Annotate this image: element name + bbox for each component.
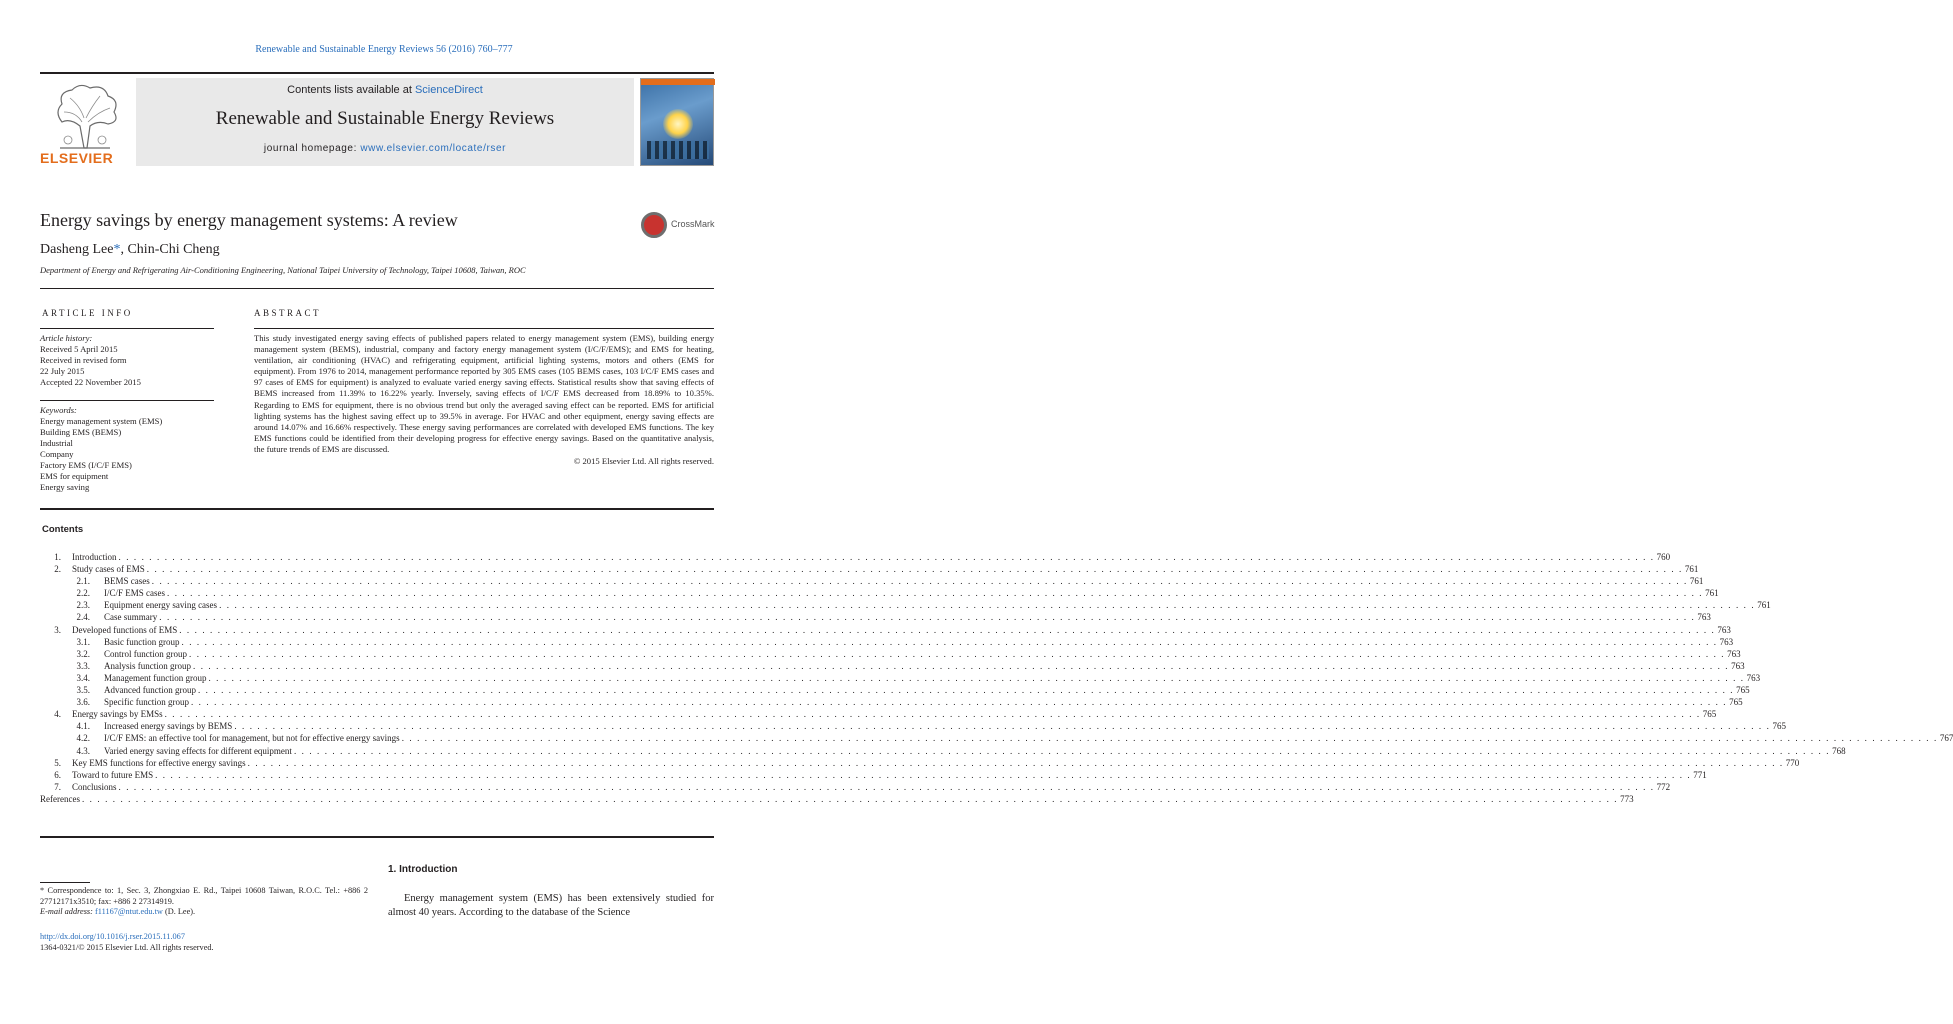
masthead-banner <box>136 78 634 166</box>
toc-entry[interactable] <box>40 552 1671 564</box>
journal-cover-image <box>640 78 714 166</box>
toc-page-number: 761 <box>1705 588 1719 599</box>
keyword: Company <box>40 449 74 459</box>
toc-entry[interactable] <box>40 576 1704 588</box>
toc-entry[interactable] <box>40 600 1771 612</box>
toc-page-number: 763 <box>1719 636 1734 647</box>
toc-label: Introduction <box>72 552 117 562</box>
toc-page-number: 763 <box>1697 612 1711 623</box>
toc-page-number: 772 <box>1656 781 1671 792</box>
toc-entry[interactable] <box>40 648 1741 661</box>
toc-number: 4.3. <box>76 745 90 756</box>
toc-label: Energy savings by EMSs <box>72 709 163 720</box>
toc-leader-dots: . . . . . . . . . . . . . . . . . . . . . . . . . . . . . . . . . . . . . . . . . . . . . . . . . . . . . . . . . . . . . . . . . . . . . . . . . . . . . . . . . . . . . . . . . . . . . . . . . . . . . . . . . . . . . . . . . . . . . . . . . . . . . . . . . . . . . . . . . . . . . . . . . . . . . . . . . . . . . . . . . . . . . . . . . . . . . . . . . . . . . . . . . . . . . . . . . . . . . . . . <box>181 636 1718 647</box>
toc-entry[interactable] <box>40 636 1734 649</box>
toc-leader-dots: . . . . . . . . . . . . . . . . . . . . . . . . . . . . . . . . . . . . . . . . . . . . . . . . . . . . . . . . . . . . . . . . . . . . . . . . . . . . . . . . . . . . . . . . . . . . . . . . . . . . . . . . . . . . . . . . . . . . . . . . . . . . . . . . . . . . . . . . . . . . . . . . . . . . . . . . . . . . . . . . . . . . . . . . . . . . . . . . . . . . . . . . . . . . . . . . . . . . . . . . <box>151 576 1688 587</box>
toc-label: Control function group <box>104 648 187 659</box>
email-suffix: (D. Lee). <box>162 907 196 917</box>
header-divider <box>40 288 714 289</box>
toc-leader-dots: . . . . . . . . . . . . . . . . . . . . . . . . . . . . . . . . . . . . . . . . . . . . . . . . . . . . . . . . . . . . . . . . . . . . . . . . . . . . . . . . . . . . . . . . . . . . . . . . . . . . . . . . . . . . . . . . . . . . . . . . . . . . . . . . . . . . . . . . . . . . . . . . . . . . . . . . . . . . . . . . . . . . . . . . . . . . . . . . . . . . . . . . . . . . . . . . . . . . . . . . <box>179 624 1716 635</box>
doi-link[interactable]: http://dx.doi.org/10.1016/j.rser.2015.11.067 <box>40 932 185 941</box>
crossmark-icon <box>641 212 667 238</box>
abstract-text: This study investigated energy saving effects of published papers related to energy management system (EMS), building energy management system (BEMS), industrial, company and factory energy management system (I/C/F/EMS); and EMS for heating, ventilation, air conditioning (HVAC) and refrigerating equipment, artificial lighting systems, motors and others (EMS for equipment). From 1976 to 2014, management performance reported by 305 EMS cases (105 BEMS cases, 103 I/C/F EMS cases and 97 cases of EMS for equipment) is analyzed to evaluate varied energy saving effects. Statistical results show that saving effects of BEMS increased from 11.39% to 16.22% yearly. Inversely, saving effects of I/C/F EMS decreased from 18.89% to 10.35%. Regarding to EMS for equipment, there is no obvious trend but only the averaged saving effect can be reported. EMS for artificial lighting systems has the highest saving effect up to 39.5% in average. For HVAC and other equipment, energy saving effects are around 14.07% and 16.66% respectively. These energy saving performances are correlated with developed EMS functions. The key EMS functions could be identified from their developing progress for effective energy savings. Based on the quantitative analysis, the future trends of EMS are discussed. <box>254 333 714 454</box>
keyword: Industrial <box>40 438 73 448</box>
toc-number: 3.5. <box>76 685 90 696</box>
toc-leader-dots: . . . . . . . . . . . . . . . . . . . . . . . . . . . . . . . . . . . . . . . . . . . . . . . . . . . . . . . . . . . . . . . . . . . . . . . . . . . . . . . . . . . . . . . . . . . . . . . . . . . . . . . . . . . . . . . . . . . . . . . . . . . . . . . . . . . . . . . . . . . . . . . . . . . . . . . . . . . . . . . . . . . . . . . . . . . . . . . . . . . . . . . . . . . . . . . . . . . . . . . . <box>293 745 1831 756</box>
homepage-prefix: journal homepage: <box>263 143 361 154</box>
author-1: Dasheng Lee <box>40 242 114 257</box>
keyword: Factory EMS (I/C/F EMS) <box>40 460 132 470</box>
toc-label: Study cases of EMS <box>72 564 145 575</box>
toc-number: 3.4. <box>76 672 90 683</box>
toc-number: 4.2. <box>76 733 90 744</box>
toc-page-number: 763 <box>1717 624 1731 635</box>
toc-label: Toward to future EMS <box>72 769 154 780</box>
email-label: E-mail address: <box>40 907 95 917</box>
toc-page-number: 761 <box>1689 576 1704 587</box>
toc-number: 1. <box>54 552 61 562</box>
toc-number: 3.1. <box>76 636 90 647</box>
keywords-label: Keywords: <box>40 405 77 415</box>
article-info-heading: ARTICLE INFO <box>42 308 133 318</box>
article-title: Energy savings by energy management systems: A review <box>40 210 458 230</box>
author-2: , Chin-Chi Cheng <box>120 242 220 257</box>
article-history <box>40 328 214 388</box>
toc-label: Varied energy saving effects for different equipment <box>104 745 292 756</box>
toc-number: 6. <box>54 769 61 780</box>
history-line: Accepted 22 November 2015 <box>40 377 141 387</box>
keyword: Energy saving <box>40 482 90 492</box>
toc-number: 4. <box>54 709 61 720</box>
author-list <box>40 242 220 258</box>
footnote-text: * Correspondence to: 1, Sec. 3, Zhongxiao E. Rd., Taipei 10608 Taiwan, R.O.C. Tel.: +886 2 27712171x3510; fax: +886 2 27314919. <box>40 886 368 906</box>
abstract-copyright: © 2015 Elsevier Ltd. All rights reserved. <box>573 456 714 467</box>
toc-leader-dots: . . . . . . . . . . . . . . . . . . . . . . . . . . . . . . . . . . . . . . . . . . . . . . . . . . . . . . . . . . . . . . . . . . . . . . . . . . . . . . . . . . . . . . . . . . . . . . . . . . . . . . . . . . . . . . . . . . . . . . . . . . . . . . . . . . . . . . . . . . . . . . . . . . . . . . . . . . . . . . . . . . . . . . . . . . . . . . . . . . . . . . . . . . . . . . . . . . . . . . . . <box>164 709 1701 720</box>
toc-page-number: 761 <box>1757 600 1771 611</box>
toc-entry[interactable] <box>40 781 1671 794</box>
toc-label: Increased energy savings by BEMS <box>104 721 233 732</box>
correspondence-footnote <box>40 886 368 918</box>
toc-leader-dots: . . . . . . . . . . . . . . . . . . . . . . . . . . . . . . . . . . . . . . . . . . . . . . . . . . . . . . . . . . . . . . . . . . . . . . . . . . . . . . . . . . . . . . . . . . . . . . . . . . . . . . . . . . . . . . . . . . . . . . . . . . . . . . . . . . . . . . . . . . . . . . . . . . . . . . . . . . . . . . . . . . . . . . . . . . . . . . . . . . . . . . . . . . . . . . . . . . . . . . . . <box>219 600 1756 611</box>
toc-page-number: 773 <box>1620 793 1634 804</box>
cover-top-bar <box>641 79 715 85</box>
issn-line: 1364-0321/© 2015 Elsevier Ltd. All rights reserved. <box>40 943 214 952</box>
toc-label: Key EMS functions for effective energy savings <box>72 757 246 768</box>
keywords-block <box>40 400 214 493</box>
toc-label: Case summary <box>104 612 158 623</box>
homepage-link[interactable]: www.elsevier.com/locate/rser <box>360 143 507 154</box>
abstract-heading: ABSTRACT <box>254 308 322 318</box>
toc-entry[interactable] <box>40 660 1745 673</box>
contents-prefix: Contents lists available at <box>287 84 415 96</box>
toc-label: Specific function group <box>104 697 189 708</box>
toc-leader-dots: . . . . . . . . . . . . . . . . . . . . . . . . . . . . . . . . . . . . . . . . . . . . . . . . . . . . . . . . . . . . . . . . . . . . . . . . . . . . . . . . . . . . . . . . . . . . . . . . . . . . . . . . . . . . . . . . . . . . . . . . . . . . . . . . . . . . . . . . . . . . . . . . . . . . . . . . . . . . . . . . . . . . . . . . . . . . . . . . . . . . . . . . . . . . . . . . . . . . . . . . <box>155 769 1692 780</box>
toc-leader-dots: . . . . . . . . . . . . . . . . . . . . . . . . . . . . . . . . . . . . . . . . . . . . . . . . . . . . . . . . . . . . . . . . . . . . . . . . . . . . . . . . . . . . . . . . . . . . . . . . . . . . . . . . . . . . . . . . . . . . . . . . . . . . . . . . . . . . . . . . . . . . . . . . . . . . . . . . . . . . . . . . . . . . . . . . . . . . . . . . . . . . . . . . . . . . . . . . . . . . . . . . <box>118 552 1655 562</box>
journal-title: Renewable and Sustainable Energy Reviews <box>215 108 555 129</box>
toc-entry[interactable] <box>40 721 1786 733</box>
toc-label: References <box>40 793 80 804</box>
toc-entry[interactable] <box>40 564 1699 576</box>
toc-label: BEMS cases <box>104 576 150 587</box>
toc-number: 5. <box>54 757 61 768</box>
toc-label: Management function group <box>104 672 207 683</box>
history-line: Received 5 April 2015 <box>40 344 118 354</box>
history-line: Received in revised form <box>40 355 127 365</box>
toc-number: 2.1. <box>76 576 90 587</box>
history-line: 22 July 2015 <box>40 366 85 376</box>
toc-leader-dots: . . . . . . . . . . . . . . . . . . . . . . . . . . . . . . . . . . . . . . . . . . . . . . . . . . . . . . . . . . . . . . . . . . . . . . . . . . . . . . . . . . . . . . . . . . . . . . . . . . . . . . . . . . . . . . . . . . . . . . . . . . . . . . . . . . . . . . . . . . . . . . . . . . . . . . . . . . . . . . . . . . . . . . . . . . . . . . . . . . . . . . . . . . . . . . . . . . . . . . . . <box>234 721 1771 732</box>
keyword: Building EMS (BEMS) <box>40 427 122 437</box>
toc-leader-dots: . . . . . . . . . . . . . . . . . . . . . . . . . . . . . . . . . . . . . . . . . . . . . . . . . . . . . . . . . . . . . . . . . . . . . . . . . . . . . . . . . . . . . . . . . . . . . . . . . . . . . . . . . . . . . . . . . . . . . . . . . . . . . . . . . . . . . . . . . . . . . . . . . . . . . . . . . . . . . . . . . . . . . . . . . . . . . . . . . . . . . . . . . . . . . . . . . . . . . . . . <box>208 672 1745 683</box>
toc-leader-dots: . . . . . . . . . . . . . . . . . . . . . . . . . . . . . . . . . . . . . . . . . . . . . . . . . . . . . . . . . . . . . . . . . . . . . . . . . . . . . . . . . . . . . . . . . . . . . . . . . . . . . . . . . . . . . . . . . . . . . . . . . . . . . . . . . . . . . . . . . . . . . . . . . . . . . . . . . . . . . . . . . . . . . . . . . . . . . . . . . . . . . . . . . . . . . . . . . . . . . . . . <box>247 757 1784 768</box>
abstract-divider <box>40 508 714 510</box>
toc-label: Basic function group <box>104 636 180 647</box>
toc-entry[interactable] <box>40 672 1761 685</box>
toc-entry[interactable] <box>40 709 1717 721</box>
elsevier-wordmark: ELSEVIER <box>40 150 114 166</box>
keyword: EMS for equipment <box>40 471 109 481</box>
toc-number: 7. <box>54 781 61 792</box>
footnote-rule <box>40 882 90 883</box>
toc-number: 3. <box>54 624 61 635</box>
toc-label: Analysis function group <box>104 660 191 671</box>
toc-number: 4.1. <box>76 721 90 732</box>
toc-page-number: 768 <box>1832 745 1846 756</box>
toc-number: 2. <box>54 564 61 575</box>
toc-page-number: 763 <box>1746 672 1761 683</box>
journal-homepage <box>136 143 634 154</box>
introduction-text: Energy management system (EMS) has been extensively studied for almost 40 years. According to the database of the Science <box>388 893 714 918</box>
toc-leader-dots: . . . . . . . . . . . . . . . . . . . . . . . . . . . . . . . . . . . . . . . . . . . . . . . . . . . . . . . . . . . . . . . . . . . . . . . . . . . . . . . . . . . . . . . . . . . . . . . . . . . . . . . . . . . . . . . . . . . . . . . . . . . . . . . . . . . . . . . . . . . . . . . . . . . . . . . . . . . . . . . . . . . . . . . . . . . . . . . . . . . . . . . . . . . . . . . . . . . . . . . . <box>197 685 1735 696</box>
toc-label: Equipment energy saving cases <box>104 600 218 611</box>
toc-entry[interactable] <box>40 769 1707 782</box>
toc-label: I/C/F EMS cases <box>104 588 166 599</box>
toc-entry[interactable] <box>40 757 1800 770</box>
toc-number: 3.2. <box>76 648 90 659</box>
keyword: Energy management system (EMS) <box>40 416 163 426</box>
toc-entry[interactable] <box>40 745 1846 758</box>
toc-leader-dots: . . . . . . . . . . . . . . . . . . . . . . . . . . . . . . . . . . . . . . . . . . . . . . . . . . . . . . . . . . . . . . . . . . . . . . . . . . . . . . . . . . . . . . . . . . . . . . . . . . . . . . . . . . . . . . . . . . . . . . . . . . . . . . . . . . . . . . . . . . . . . . . . . . . . . . . . . . . . . . . . . . . . . . . . . . . . . . . . . . . . . . . . . . . . . . . . . . . . . . . . <box>159 612 1696 623</box>
toc-label: Developed functions of EMS <box>72 624 178 635</box>
toc-entry[interactable] <box>40 733 1953 745</box>
toc-page-number: 767 <box>1939 733 1953 744</box>
toc-page-number: 765 <box>1729 697 1743 708</box>
toc-leader-dots: . . . . . . . . . . . . . . . . . . . . . . . . . . . . . . . . . . . . . . . . . . . . . . . . . . . . . . . . . . . . . . . . . . . . . . . . . . . . . . . . . . . . . . . . . . . . . . . . . . . . . . . . . . . . . . . . . . . . . . . . . . . . . . . . . . . . . . . . . . . . . . . . . . . . . . . . . . . . . . . . . . . . . . . . . . . . . . . . . . . . . . . . . . . . . . . . . . . . . . . . <box>167 588 1704 599</box>
toc-entry[interactable] <box>40 624 1731 637</box>
toc-number: 2.4. <box>76 612 90 623</box>
toc-page-number: 763 <box>1727 648 1741 659</box>
toc-number: 3.6. <box>76 697 90 708</box>
toc-leader-dots: . . . . . . . . . . . . . . . . . . . . . . . . . . . . . . . . . . . . . . . . . . . . . . . . . . . . . . . . . . . . . . . . . . . . . . . . . . . . . . . . . . . . . . . . . . . . . . . . . . . . . . . . . . . . . . . . . . . . . . . . . . . . . . . . . . . . . . . . . . . . . . . . . . . . . . . . . . . . . . . . . . . . . . . . . . . . . . . . . . . . . . . . . . . . . . . . . . . . . . . . <box>81 793 1619 804</box>
contents-available <box>136 84 634 96</box>
toc-number: 2.3. <box>76 600 90 611</box>
table-of-contents <box>40 552 1953 806</box>
toc-leader-dots: . . . . . . . . . . . . . . . . . . . . . . . . . . . . . . . . . . . . . . . . . . . . . . . . . . . . . . . . . . . . . . . . . . . . . . . . . . . . . . . . . . . . . . . . . . . . . . . . . . . . . . . . . . . . . . . . . . . . . . . . . . . . . . . . . . . . . . . . . . . . . . . . . . . . . . . . . . . . . . . . . . . . . . . . . . . . . . . . . . . . . . . . . . . . . . . . . . . . . . . . <box>190 697 1728 708</box>
cover-solar-panel-graphic <box>647 141 709 159</box>
masthead <box>40 72 714 167</box>
toc-entry[interactable] <box>40 793 1634 806</box>
toc-page-number: 765 <box>1772 721 1786 732</box>
contents-divider <box>40 836 714 838</box>
article-history-label: Article history: <box>40 333 93 343</box>
toc-page-number: 765 <box>1702 709 1717 720</box>
toc-leader-dots: . . . . . . . . . . . . . . . . . . . . . . . . . . . . . . . . . . . . . . . . . . . . . . . . . . . . . . . . . . . . . . . . . . . . . . . . . . . . . . . . . . . . . . . . . . . . . . . . . . . . . . . . . . . . . . . . . . . . . . . . . . . . . . . . . . . . . . . . . . . . . . . . . . . . . . . . . . . . . . . . . . . . . . . . . . . . . . . . . . . . . . . . . . . . . . . . . . . . . . . . <box>118 781 1655 792</box>
toc-entry[interactable] <box>40 612 1711 624</box>
toc-entry[interactable] <box>40 685 1750 697</box>
crossmark-badge[interactable] <box>641 212 717 240</box>
toc-entry[interactable] <box>40 697 1743 709</box>
toc-label: Advanced function group <box>104 685 196 696</box>
introduction-heading: 1. Introduction <box>388 864 458 875</box>
sciencedirect-link[interactable]: ScienceDirect <box>414 84 483 96</box>
toc-page-number: 771 <box>1693 769 1707 780</box>
contents-title: Contents <box>42 524 84 535</box>
publication-info <box>40 931 214 953</box>
toc-leader-dots: . . . . . . . . . . . . . . . . . . . . . . . . . . . . . . . . . . . . . . . . . . . . . . . . . . . . . . . . . . . . . . . . . . . . . . . . . . . . . . . . . . . . . . . . . . . . . . . . . . . . . . . . . . . . . . . . . . . . . . . . . . . . . . . . . . . . . . . . . . . . . . . . . . . . . . . . . . . . . . . . . . . . . . . . . . . . . . . . . . . . . . . . . . . . . . . . . . . . . . . . <box>193 660 1730 671</box>
toc-leader-dots: . . . . . . . . . . . . . . . . . . . . . . . . . . . . . . . . . . . . . . . . . . . . . . . . . . . . . . . . . . . . . . . . . . . . . . . . . . . . . . . . . . . . . . . . . . . . . . . . . . . . . . . . . . . . . . . . . . . . . . . . . . . . . . . . . . . . . . . . . . . . . . . . . . . . . . . . . . . . . . . . . . . . . . . . . . . . . . . . . . . . . . . . . . . . . . . . . . . . . . . . <box>146 564 1683 575</box>
crossmark-label: CrossMark <box>671 219 715 229</box>
toc-leader-dots: . . . . . . . . . . . . . . . . . . . . . . . . . . . . . . . . . . . . . . . . . . . . . . . . . . . . . . . . . . . . . . . . . . . . . . . . . . . . . . . . . . . . . . . . . . . . . . . . . . . . . . . . . . . . . . . . . . . . . . . . . . . . . . . . . . . . . . . . . . . . . . . . . . . . . . . . . . . . . . . . . . . . . . . . . . . . . . . . . . . . . . . . . . . . . . . . . . . . . . . . <box>401 733 1938 744</box>
toc-page-number: 763 <box>1731 660 1745 671</box>
toc-page-number: 760 <box>1656 552 1671 562</box>
cover-sun-graphic <box>663 109 693 139</box>
abstract <box>254 328 714 466</box>
toc-page-number: 770 <box>1785 757 1800 768</box>
affiliation: Department of Energy and Refrigerating Air-Conditioning Engineering, National Taipei University of Technology, Taipei 10608, Taiwan, ROC <box>40 265 526 275</box>
toc-number: 3.3. <box>76 660 90 671</box>
corresponding-author-mark[interactable]: * <box>113 242 121 257</box>
toc-entry[interactable] <box>40 588 1719 600</box>
toc-page-number: 765 <box>1736 685 1750 696</box>
journal-reference[interactable]: Renewable and Sustainable Energy Reviews 56 (2016) 760–777 <box>255 44 513 55</box>
toc-leader-dots: . . . . . . . . . . . . . . . . . . . . . . . . . . . . . . . . . . . . . . . . . . . . . . . . . . . . . . . . . . . . . . . . . . . . . . . . . . . . . . . . . . . . . . . . . . . . . . . . . . . . . . . . . . . . . . . . . . . . . . . . . . . . . . . . . . . . . . . . . . . . . . . . . . . . . . . . . . . . . . . . . . . . . . . . . . . . . . . . . . . . . . . . . . . . . . . . . . . . . . . . <box>189 648 1726 659</box>
email-link[interactable]: f11167@ntut.edu.tw <box>95 907 163 917</box>
toc-label: I/C/F EMS: an effective tool for management, but not for effective energy savings <box>104 733 400 744</box>
toc-label: Conclusions <box>72 781 117 792</box>
toc-number: 2.2. <box>76 588 90 599</box>
toc-page-number: 761 <box>1684 564 1699 575</box>
